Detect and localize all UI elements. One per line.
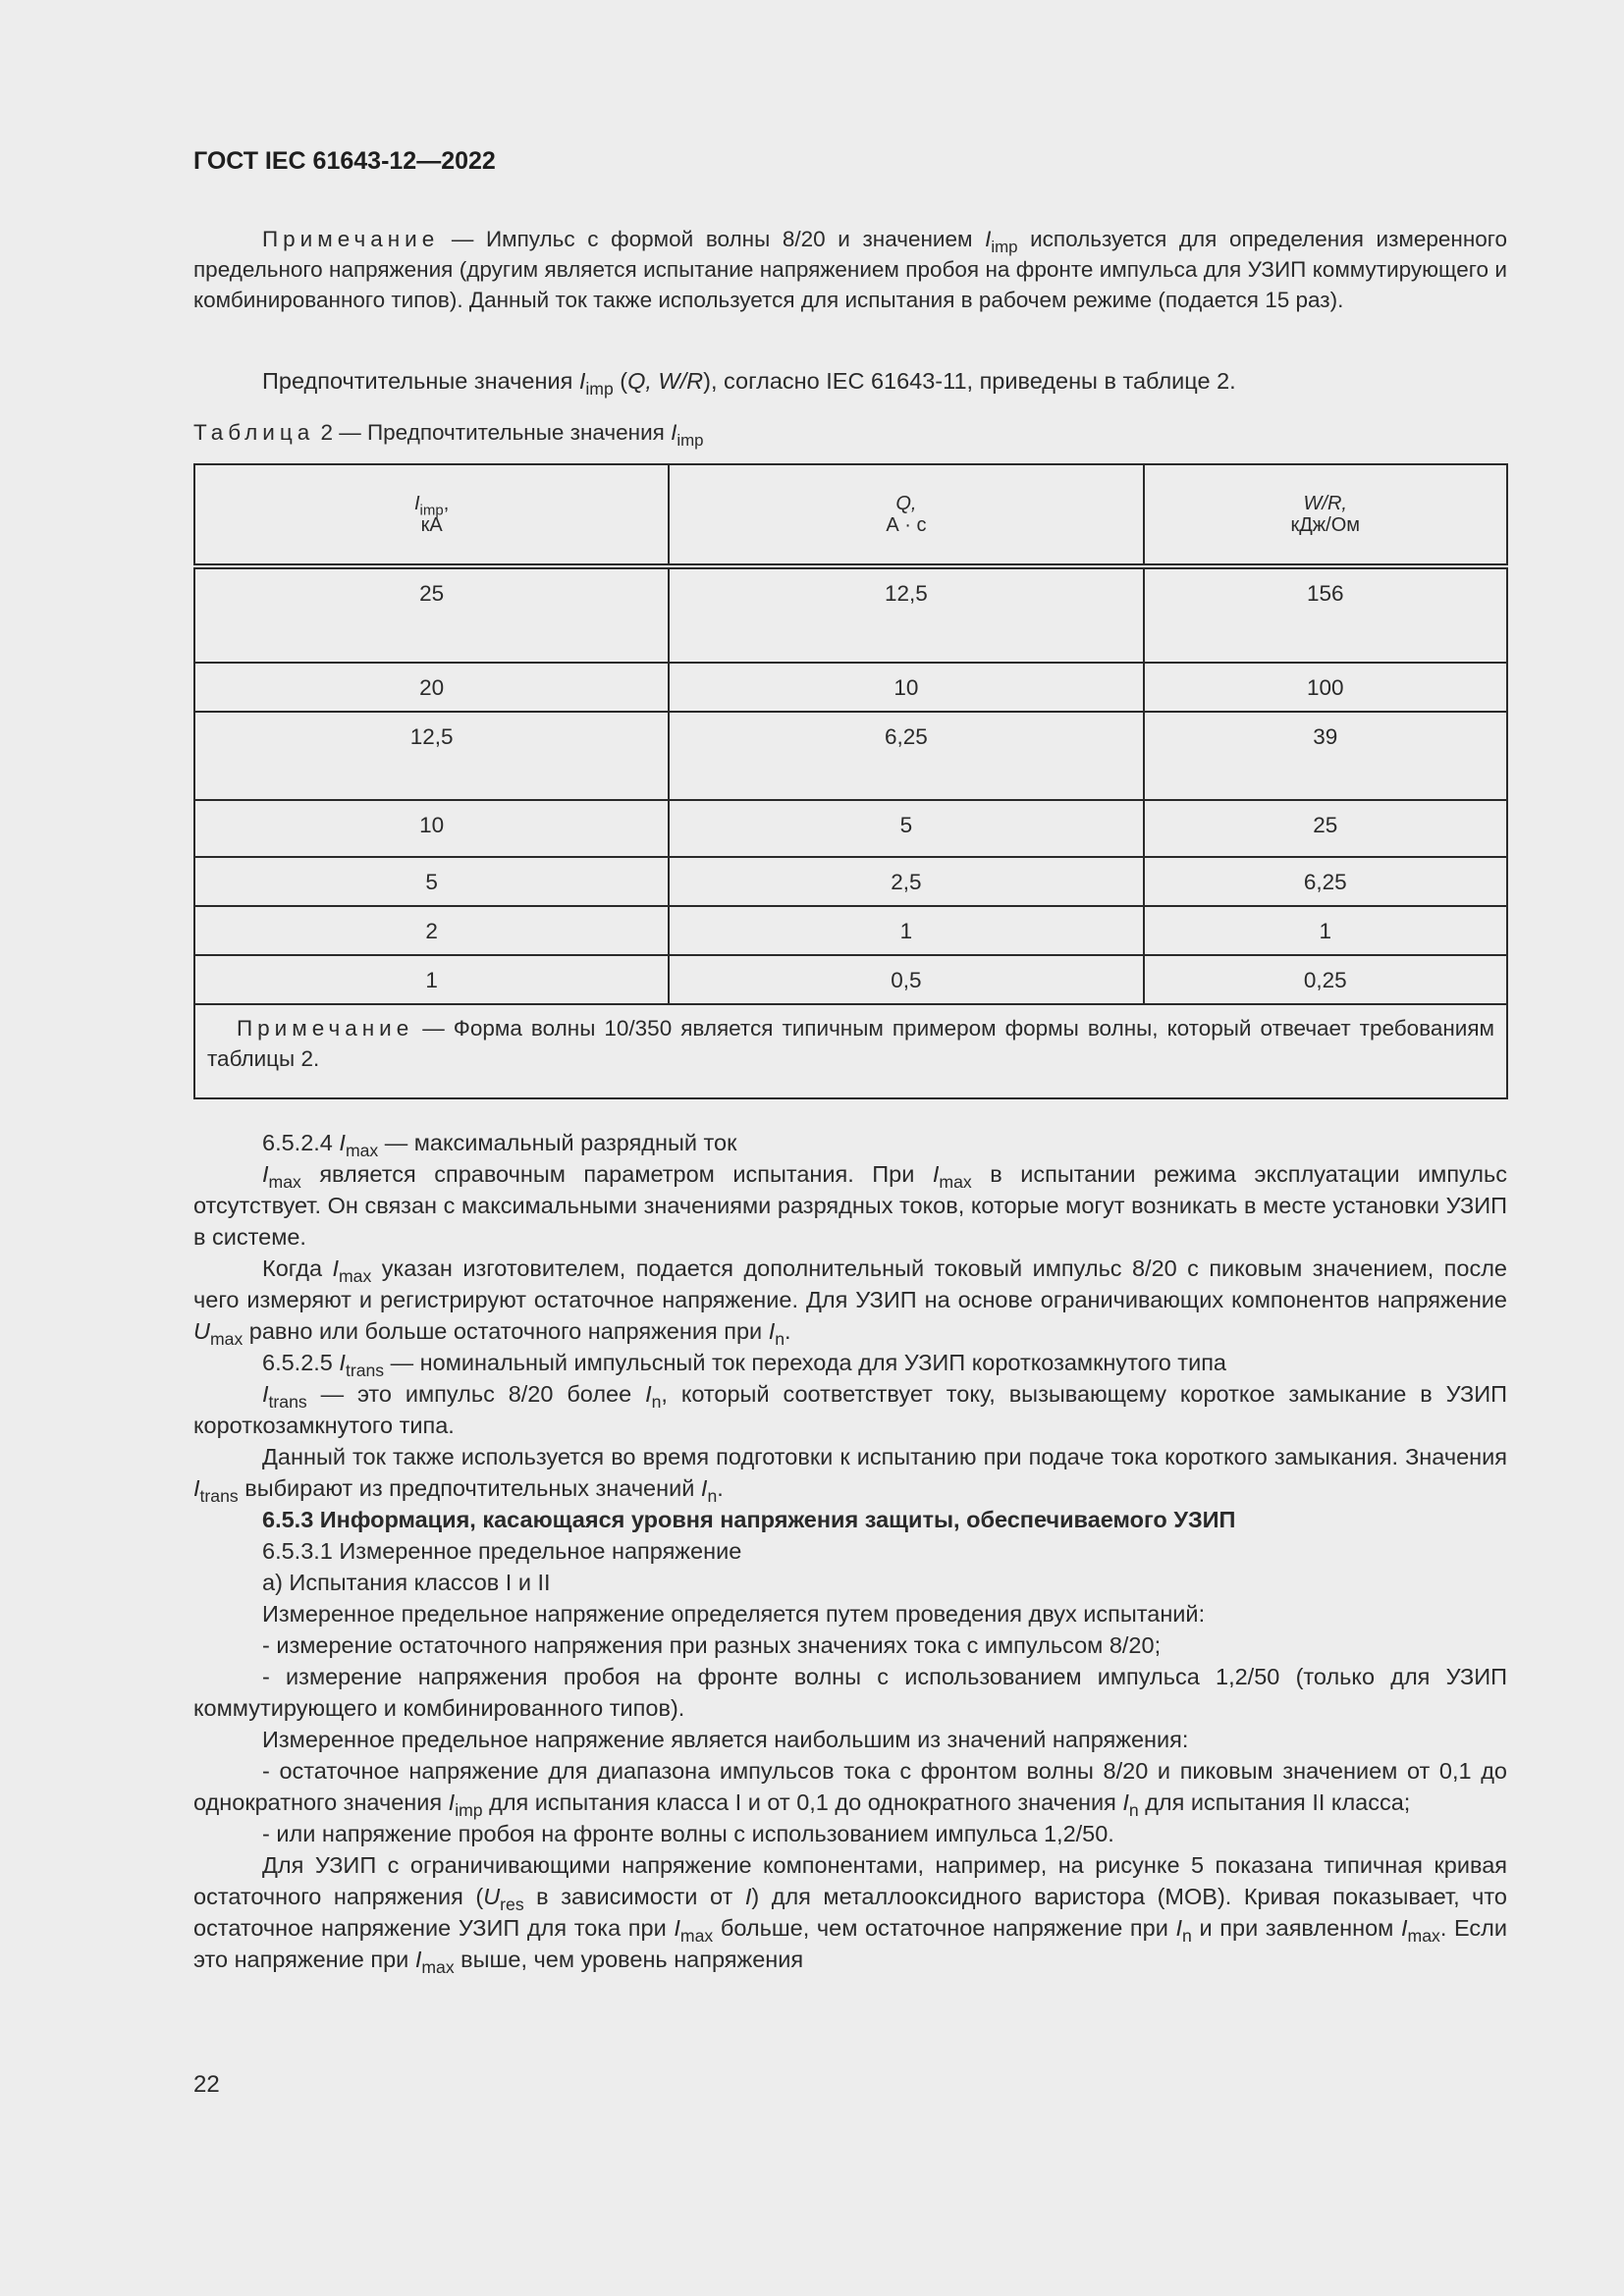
subsection-a: а) Испытания классов I и II xyxy=(262,1570,551,1595)
table-note-row xyxy=(194,1004,1507,1098)
section-6-5-2-4: 6.5.2.4 $I_{max}$ — максимальный разрядный ток xyxy=(262,1130,737,1161)
list-item: - измерение остаточного напряжения при разных значениях тока с импульсом 8/20; xyxy=(262,1632,1162,1658)
note-label: Примечание xyxy=(262,227,440,251)
section-6-5-2-5: 6.5.2.5 $I_{trans}$ — номинальный импульсный ток перехода для УЗИП короткозамкнутого типа xyxy=(262,1350,1226,1381)
table-row: 5 2,5 6,25 xyxy=(194,857,1507,906)
list-item: - или напряжение пробоя на фронте волны с использованием импульса 1,2/50. xyxy=(262,1821,1114,1846)
section-6-5-3-1: 6.5.3.1 Измеренное предельное напряжение xyxy=(262,1538,742,1564)
list-item: - измерение напряжения пробоя на фронте волны с использованием импульса 1,2/50 (только для УЗИП коммутирующего и комбинированного типов). xyxy=(193,1664,1507,1721)
paragraph-mov-curve: Для УЗИП с ограничивающими напряжение компонентами, например, на рисунке 5 показана типичная кривая остаточного напряжения ($U_{res}$ в зависимости от I) для металлооксидного варистора (MOB). Кривая показывает, что остаточное напряжение УЗИП для тока при $I_{max}$ больше, чем остаточное напряжение при $I_n$ и при заявленном $I_{max}$. Если это напряжение при $I_{max}$ выше, чем уровень напряжения xyxy=(193,1852,1507,1978)
section-6-5-3: 6.5.3 Информация, касающаяся уровня напряжения защиты, обеспечиваемого УЗИП xyxy=(262,1507,1236,1532)
body-text xyxy=(193,1127,1507,1978)
table-row: 12,5 6,25 39 xyxy=(194,712,1507,800)
preferred-values-paragraph: Предпочтительные значения $I_{imp}$ (Q, W/R), согласно IEC 61643-11, приведены в таблице 2. xyxy=(262,368,1236,400)
table-header-row xyxy=(194,464,1507,566)
paragraph-itrans-definition: $I_{trans}$ — это импульс 8/20 более $I_n$, который соответствует току, вызывающему короткое замыкание в УЗИП короткозамкнутого типа. xyxy=(193,1381,1507,1438)
paragraph-itrans-usage: Данный ток также используется во время подготовки к испытанию при подаче тока короткого замыкания. Значения $I_{trans}$ выбирают из предпочтительных значений $I_n$. xyxy=(193,1444,1507,1507)
table-note: Примечание — Форма волны 10/350 является типичным примером формы волны, который отвечает требованиям таблицы 2. xyxy=(194,1004,1507,1098)
table-row: 25 12,5 156 xyxy=(194,566,1507,663)
preferred-values-table xyxy=(193,463,1508,1099)
header-cell-q: Q, А · с xyxy=(669,464,1143,566)
paragraph-two-tests: Измеренное предельное напряжение определяется путем проведения двух испытаний: xyxy=(262,1601,1206,1627)
header-cell-imp: $I_{imp}$, кА xyxy=(194,464,669,566)
list-item: - остаточное напряжение для диапазона импульсов тока с фронтом волны 8/20 и пиковым значением от 0,1 до однократного значения $I_{imp}$ для испытания класса I и от 0,1 до однократного значения $I_n$ для испытания II класса; xyxy=(193,1758,1507,1821)
header-cell-wr: W/R, кДж/Ом xyxy=(1144,464,1507,566)
paragraph-imax-manufacturer: Когда $I_{max}$ указан изготовителем, подается дополнительный токовый импульс 8/20 с пиковым значением, после чего измеряют и регистрируют остаточное напряжение. Для УЗИП на основе ограничивающих компонентов напряжение $U_{max}$ равно или больше остаточного напряжения при $I_n$. xyxy=(193,1255,1507,1350)
document-header: ГОСТ IEC 61643-12—2022 xyxy=(193,147,496,175)
table-row: 10 5 25 xyxy=(194,800,1507,857)
table-row: 20 10 100 xyxy=(194,663,1507,712)
table-row: 2 1 1 xyxy=(194,906,1507,955)
paragraph-max-value: Измеренное предельное напряжение является наибольшим из значений напряжения: xyxy=(262,1727,1189,1752)
note-paragraph: Примечание — Импульс с формой волны 8/20 и значением $I_{imp}$ используется для определения измеренного предельного напряжения (другим является испытание напряжением пробоя на фронте импульса для УЗИП коммутирующего и комбинированного типов). Данный ток также используется для испытания в рабочем режиме (подается 15 раз). xyxy=(193,227,1508,312)
table-caption: Таблица 2 — Предпочтительные значения $I_{imp}$ xyxy=(193,420,704,450)
paragraph-imax-reference: $I_{max}$ является справочным параметром испытания. При $I_{max}$ в испытании режима эксплуатации импульс отсутствует. Он связан с максимальными значениями разрядных токов, которые могут возникать в месте установки УЗИП в системе. xyxy=(193,1161,1507,1250)
table-row: 1 0,5 0,25 xyxy=(194,955,1507,1004)
page-number: 22 xyxy=(193,2071,220,2098)
